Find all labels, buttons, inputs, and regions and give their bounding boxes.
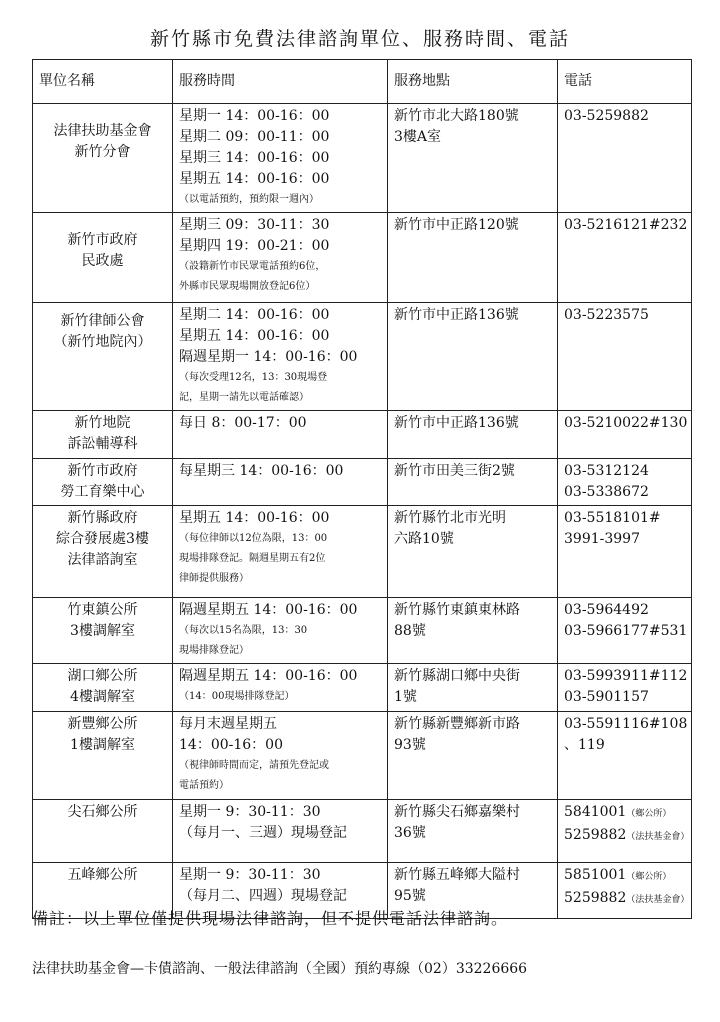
location-line: 新竹縣五峰鄉大隘村 bbox=[394, 867, 520, 883]
phone-number: 、119 bbox=[564, 737, 605, 753]
service-time-note: （視律師時間而定，請預先登記或 bbox=[179, 760, 329, 771]
service-time-line: 隔週星期一 14：00-16：00 bbox=[179, 349, 358, 365]
table-header-row bbox=[33, 60, 692, 104]
phone-number-line bbox=[564, 825, 690, 848]
service-time-line: 每日 8：00-17：00 bbox=[179, 415, 307, 431]
phone-number-line bbox=[564, 215, 688, 236]
unit-cell bbox=[33, 598, 173, 664]
service-time-line: 隔週星期五 14：00-16：00 bbox=[179, 602, 358, 618]
phone-number-line bbox=[564, 305, 685, 326]
location-line: 88號 bbox=[394, 623, 426, 639]
unit-name-line: 湖口鄉公所 bbox=[67, 668, 138, 684]
service-time-cell bbox=[173, 712, 388, 800]
service-time-cell bbox=[173, 213, 388, 303]
unit-name-line: 綜合發展處3樓 bbox=[56, 531, 149, 547]
unit-cell bbox=[33, 800, 173, 863]
service-time-line: 星期五 14：00-16：00 bbox=[179, 171, 330, 187]
header-location: 服務地點 bbox=[388, 60, 558, 104]
phone-number: 03-5223575 bbox=[564, 307, 649, 323]
phone-number-line bbox=[564, 413, 688, 434]
service-time-note: 電話預約） bbox=[179, 780, 229, 791]
table-row bbox=[33, 598, 692, 664]
service-location-cell bbox=[388, 459, 558, 506]
phone-number-line bbox=[564, 714, 688, 735]
service-time-note: （每次以15名為限，13：30 bbox=[179, 625, 308, 636]
table-row bbox=[33, 213, 692, 303]
service-time-line: 星期五 14：00-16：00 bbox=[179, 510, 330, 526]
service-time-line: （每月二、四週）現場登記 bbox=[179, 888, 347, 904]
service-time-cell bbox=[173, 104, 388, 213]
phone-number: 03-5259882 bbox=[564, 108, 649, 124]
service-time-cell bbox=[173, 459, 388, 506]
phone-number: 03-5964492 bbox=[564, 602, 649, 618]
phone-number-line bbox=[564, 508, 685, 529]
service-time-cell bbox=[173, 598, 388, 664]
phone-number: 03-5210022#130 bbox=[564, 415, 688, 431]
service-time-note: （每次受理12名，13：30現場登 bbox=[179, 372, 328, 383]
hotline-note: 法律扶助基金會—卡債諮詢、一般法律諮詢（全國）預約專線（02）33226666 bbox=[32, 961, 528, 977]
table-row bbox=[33, 411, 692, 459]
phone-number-line bbox=[564, 106, 685, 127]
service-time-note: （14：00現場排隊登記） bbox=[179, 691, 295, 702]
unit-name-line: 新竹市政府 bbox=[67, 232, 138, 248]
phone-number: 03-5312124 bbox=[564, 463, 649, 479]
table-row bbox=[33, 800, 692, 863]
phone-cell bbox=[558, 104, 692, 213]
service-time-note: 記，星期一請先以電話確認） bbox=[179, 392, 309, 403]
service-time-note: （以電話預約，預約限一週內） bbox=[179, 194, 319, 205]
service-location-cell bbox=[388, 303, 558, 411]
service-time-line: 星期二 14：00-16：00 bbox=[179, 307, 330, 323]
service-time-note: （設籍新竹市民眾電話預約6位， bbox=[179, 261, 326, 272]
phone-cell bbox=[558, 411, 692, 459]
service-location-cell bbox=[388, 411, 558, 459]
location-line: 36號 bbox=[394, 825, 426, 841]
location-line: 六路10號 bbox=[394, 531, 454, 547]
location-line: 新竹縣湖口鄉中央街 bbox=[394, 668, 520, 684]
phone-number: 03-5901157 bbox=[564, 689, 649, 705]
phone-number-line bbox=[564, 461, 685, 482]
phone-cell bbox=[558, 459, 692, 506]
phone-number-line bbox=[564, 888, 690, 911]
service-time-line: 星期一 9：30-11：30 bbox=[179, 804, 321, 820]
phone-number: 5259882 bbox=[564, 827, 627, 843]
location-line: 新竹縣竹北市光明 bbox=[394, 510, 506, 526]
phone-number-line bbox=[564, 600, 685, 621]
phone-cell bbox=[558, 598, 692, 664]
unit-name-line: 竹東鎮公所 bbox=[67, 602, 138, 618]
phone-cell bbox=[558, 712, 692, 800]
phone-number: 03-5338672 bbox=[564, 484, 649, 500]
legal-consultation-table bbox=[32, 59, 692, 919]
phone-number: 3991-3997 bbox=[564, 531, 640, 547]
location-line: 3樓A室 bbox=[394, 129, 442, 145]
service-location-cell bbox=[388, 800, 558, 863]
location-line: 新竹市北大路180號 bbox=[394, 108, 519, 124]
service-time-line: 星期一 14：00-16：00 bbox=[179, 108, 330, 124]
unit-name-line: 尖石鄉公所 bbox=[67, 804, 138, 820]
table-row bbox=[33, 303, 692, 411]
service-time-line: 星期五 14：00-16：00 bbox=[179, 328, 330, 344]
phone-owner-label: （法扶基金會） bbox=[626, 832, 690, 842]
unit-name-line: 4樓調解室 bbox=[70, 689, 135, 705]
service-time-line: 星期二 09：00-11：00 bbox=[179, 129, 330, 145]
phone-number: 03-5966177#531 bbox=[564, 623, 688, 639]
unit-cell bbox=[33, 664, 173, 712]
phone-number: 03-5216121#232 bbox=[564, 217, 688, 233]
phone-cell bbox=[558, 303, 692, 411]
unit-cell bbox=[33, 411, 173, 459]
phone-number: 5841001 bbox=[564, 804, 627, 820]
location-line: 新竹縣竹東鎮東林路 bbox=[394, 602, 520, 618]
service-time-note: （每位律師以12位為限，13：00 bbox=[179, 533, 328, 544]
service-time-line: 星期三 09：30-11：30 bbox=[179, 217, 330, 233]
unit-name-line: （新竹地院內） bbox=[53, 334, 152, 350]
phone-cell bbox=[558, 664, 692, 712]
unit-name-line: 勞工育樂中心 bbox=[60, 484, 145, 500]
service-time-line: 每月末週星期五 bbox=[179, 716, 277, 732]
service-time-line: 星期三 14：00-16：00 bbox=[179, 150, 330, 166]
header-time: 服務時間 bbox=[173, 60, 388, 104]
location-line: 新竹市田美三街2號 bbox=[394, 463, 515, 479]
unit-name-line: 新竹縣政府 bbox=[67, 510, 138, 526]
service-time-cell bbox=[173, 411, 388, 459]
unit-cell bbox=[33, 459, 173, 506]
location-line: 新竹市中正路136號 bbox=[394, 415, 519, 431]
phone-number: 03-5993911#112 bbox=[564, 668, 688, 684]
service-location-cell bbox=[388, 104, 558, 213]
unit-name-line: 新竹分會 bbox=[74, 144, 131, 160]
phone-number-line bbox=[564, 802, 685, 825]
header-unit: 單位名稱 bbox=[33, 60, 173, 104]
unit-name-line: 新竹律師公會 bbox=[60, 313, 145, 329]
location-line: 95號 bbox=[394, 888, 426, 904]
table-row bbox=[33, 104, 692, 213]
table-row bbox=[33, 459, 692, 506]
phone-number-line bbox=[564, 621, 688, 642]
unit-name-line: 民政處 bbox=[81, 253, 124, 269]
unit-cell bbox=[33, 104, 173, 213]
service-location-cell bbox=[388, 213, 558, 303]
location-line: 93號 bbox=[394, 737, 426, 753]
phone-number-line bbox=[564, 735, 685, 756]
unit-name-line: 新竹地院 bbox=[74, 415, 131, 431]
service-time-note: 外縣市民眾現場開放登記6位） bbox=[179, 281, 316, 292]
service-location-cell bbox=[388, 506, 558, 598]
phone-number: 03-5518101# bbox=[564, 510, 661, 526]
phone-cell bbox=[558, 213, 692, 303]
service-time-line: （每月一、三週）現場登記 bbox=[179, 825, 347, 841]
unit-cell bbox=[33, 506, 173, 598]
location-line: 新竹縣尖石鄉嘉樂村 bbox=[394, 804, 520, 820]
phone-owner-label: （鄉公所） bbox=[626, 872, 672, 882]
unit-name-line: 1樓調解室 bbox=[70, 737, 135, 753]
page-title: 新竹縣市免費法律諮詢單位、服務時間、電話 bbox=[149, 28, 570, 50]
location-line: 新竹市中正路120號 bbox=[394, 217, 519, 233]
unit-name-line: 法律扶助基金會 bbox=[53, 123, 152, 139]
phone-number-line bbox=[564, 529, 685, 550]
phone-number-line bbox=[564, 482, 685, 503]
unit-name-line: 新竹市政府 bbox=[67, 463, 138, 479]
location-line: 新竹市中正路136號 bbox=[394, 307, 519, 323]
phone-number: 03-5591116#108 bbox=[564, 716, 688, 732]
unit-name-line: 法律諮詢室 bbox=[67, 552, 138, 568]
header-phone: 電話 bbox=[558, 60, 692, 104]
service-location-cell bbox=[388, 664, 558, 712]
phone-number: 5851001 bbox=[564, 867, 627, 883]
location-line: 新竹縣新豐鄉新市路 bbox=[394, 716, 520, 732]
table-body bbox=[33, 104, 692, 919]
table-row bbox=[33, 506, 692, 598]
phone-number-line bbox=[564, 865, 685, 888]
unit-cell bbox=[33, 712, 173, 800]
remark-note: 備註：以上單位僅提供現場法律諮詢，但不提供電話法律諮詢。 bbox=[32, 909, 509, 928]
service-time-line: 隔週星期五 14：00-16：00 bbox=[179, 668, 358, 684]
table-row bbox=[33, 664, 692, 712]
phone-number-line bbox=[564, 687, 685, 708]
phone-owner-label: （法扶基金會） bbox=[626, 895, 690, 905]
unit-name-line: 五峰鄉公所 bbox=[67, 867, 138, 883]
service-time-line: 每星期三 14：00-16：00 bbox=[179, 463, 344, 479]
service-time-line: 星期一 9：30-11：30 bbox=[179, 867, 321, 883]
unit-cell bbox=[33, 303, 173, 411]
service-time-cell bbox=[173, 800, 388, 863]
phone-cell bbox=[558, 800, 692, 863]
unit-cell bbox=[33, 213, 173, 303]
service-time-line: 14：00-16：00 bbox=[179, 737, 283, 753]
service-time-note: 律師提供服務） bbox=[179, 573, 249, 584]
phone-cell bbox=[558, 863, 692, 919]
location-line: 1號 bbox=[394, 689, 417, 705]
service-time-cell bbox=[173, 664, 388, 712]
phone-number-line bbox=[564, 666, 688, 687]
phone-cell bbox=[558, 506, 692, 598]
phone-owner-label: （鄉公所） bbox=[626, 809, 672, 819]
service-time-note: 現場排隊登記） bbox=[179, 645, 249, 656]
unit-name-line: 3樓調解室 bbox=[70, 623, 135, 639]
table-row bbox=[33, 712, 692, 800]
service-time-line: 星期四 19：00-21：00 bbox=[179, 238, 330, 254]
service-location-cell bbox=[388, 598, 558, 664]
phone-number: 5259882 bbox=[564, 890, 627, 906]
unit-name-line: 新豐鄉公所 bbox=[67, 716, 138, 732]
unit-name-line: 訴訟輔導科 bbox=[67, 436, 138, 452]
service-time-cell bbox=[173, 506, 388, 598]
service-location-cell bbox=[388, 712, 558, 800]
service-time-note: 現場排隊登記。隔週星期五有2位 bbox=[179, 553, 326, 564]
service-time-cell bbox=[173, 303, 388, 411]
